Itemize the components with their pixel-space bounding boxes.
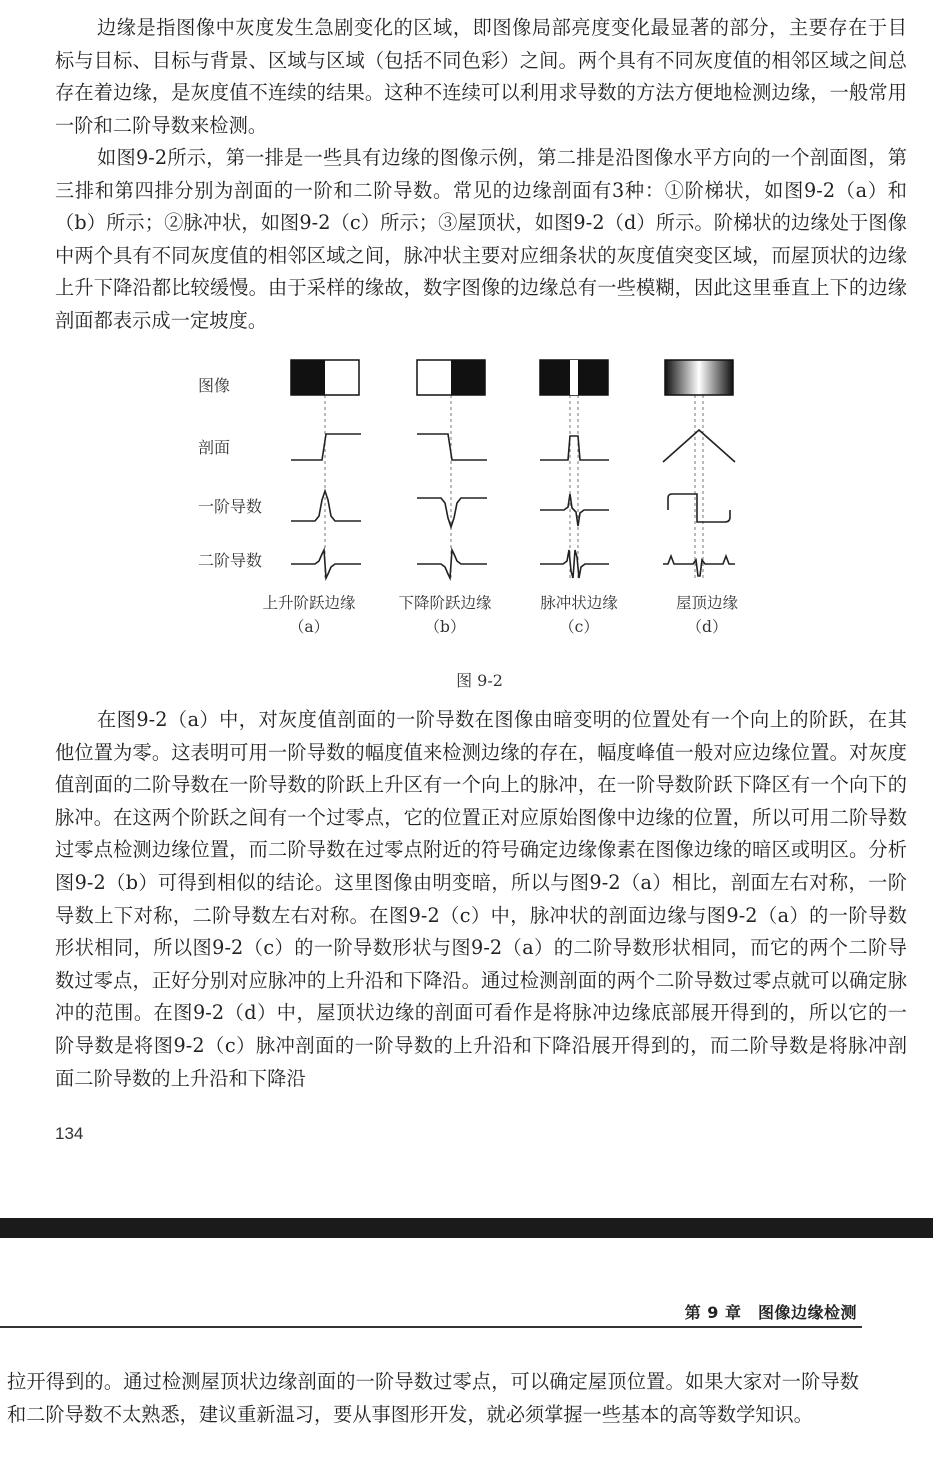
book-page-135 bbox=[0, 1238, 933, 1465]
column-b-falling-step bbox=[417, 360, 487, 578]
column-letter-b: （b） bbox=[424, 618, 466, 636]
figure-9-2 bbox=[185, 350, 765, 640]
chapter-running-header: 第 9 章 图像边缘检测 bbox=[684, 1303, 857, 1322]
column-name-a: 上升阶跃边缘 bbox=[262, 594, 356, 612]
column-name-b: 下降阶跃边缘 bbox=[398, 594, 492, 612]
row-label-image: 图像 bbox=[198, 376, 231, 395]
column-letter-a: （a） bbox=[288, 618, 330, 636]
body-paragraph-continued: 拉开得到的。通过检测屋顶状边缘剖面的一阶导数过零点，可以确定屋顶位置。如果大家对一阶导数和二阶导数不太熟悉，建议重新温习，要从事图形开发，就必须掌握一些基本的高等数学知识。 bbox=[7, 1370, 859, 1426]
body-paragraph-1: 边缘是指图像中灰度发生急剧变化的区域，即图像局部亮度变化最显著的部分，主要存在于目标与目标、目标与背景、区域与区域（包括不同色彩）之间。两个具有不同灰度值的相邻区域之间总存在着边缘，是灰度值不连续的结果。这种不连续可以利用求导数的方法方便地检测边缘，一般常用一阶和二阶导数来检测。 bbox=[55, 16, 907, 137]
row-label-profile: 剖面 bbox=[198, 438, 231, 457]
column-letter-d: （d） bbox=[686, 618, 728, 636]
image-c-bright-stripe bbox=[570, 360, 578, 395]
first-derivative-c bbox=[540, 494, 609, 526]
row-label-second-derivative: 二阶导数 bbox=[198, 551, 263, 570]
image-d bbox=[665, 360, 733, 395]
body-paragraph-2: 如图9-2所示，第一排是一些具有边缘的图像示例，第二排是沿图像水平方向的一个剖面图，第三排和第四排分别为剖面的一阶和二阶导数。常见的边缘剖面有3种：①阶梯状，如图9-2（a）和（b）所示；②脉冲状，如图9-2（c）所示；③屋顶状，如图9-2（d）所示。阶梯状的边缘处于图像中两个具有不同灰度值的相邻区域之间，脉冲状主要对应细条状的灰度值突变区域，而屋顶状的边缘上升下降沿都比较缓慢。由于采样的缘故，数字图像的边缘总有一些模糊，因此这里垂直上下的边缘剖面都表示成一定坡度。 bbox=[55, 146, 907, 332]
row-label-first-derivative: 一阶导数 bbox=[198, 497, 263, 516]
column-c-pulse bbox=[540, 360, 609, 578]
page-separator bbox=[0, 1218, 933, 1238]
first-derivative-b bbox=[417, 498, 487, 527]
column-letter-c: （c） bbox=[559, 618, 599, 636]
second-derivative-b bbox=[417, 550, 487, 578]
second-derivative-a bbox=[291, 550, 361, 578]
column-name-d: 屋顶边缘 bbox=[675, 594, 738, 612]
center-guides bbox=[325, 395, 703, 578]
profile-b bbox=[417, 434, 487, 460]
column-d-roof bbox=[663, 360, 735, 576]
second-derivative-c bbox=[540, 550, 609, 578]
column-name-c: 脉冲状边缘 bbox=[540, 594, 618, 612]
body-paragraph-3: 在图9-2（a）中，对灰度值剖面的一阶导数在图像由暗变明的位置处有一个向上的阶跃，在其他位置为零。这表明可用一阶导数的幅度值来检测边缘的存在，幅度峰值一般对应边缘位置。对灰度值剖面的二阶导数在一阶导数的阶跃上升区有一个向上的脉冲，在一阶导数阶跃下降区有一个向下的脉冲。在这两个阶跃之间有一个过零点，它的位置正对应原始图像中边缘的位置，所以可用二阶导数过零点检测边缘位置，而二阶导数在过零点附近的符号确定边缘像素在图像边缘的暗区或明区。分析图9-2（b）可得到相似的结论。这里图像由明变暗，所以与图9-2（a）相比，剖面左右对称，一阶导数上下对称，二阶导数左右对称。在图9-2（c）中，脉冲状的剖面边缘与图9-2（a）的一阶导数形状相同，所以图9-2（c）的一阶导数形状与图9-2（a）的二阶导数形状相同，而它的两个二阶导数过零点，正好分别对应脉冲的上升沿和下降沿。通过检测剖面的两个二阶导数过零点就可以确定脉冲的范围。在图9-2（d）中，屋顶状边缘的剖面可看作是将脉冲边缘底部展开得到的，所以它的一阶导数是将图9-2（c）脉冲剖面的一阶导数的上升沿和下降沿展开得到的，而二阶导数是将脉冲剖面二阶导数的上升沿和下降沿 bbox=[55, 708, 907, 1090]
first-derivative-a bbox=[291, 491, 361, 521]
image-b-dark-half bbox=[451, 360, 485, 395]
profile-a bbox=[291, 434, 361, 460]
second-derivative-d bbox=[663, 556, 735, 576]
column-a-rising-step bbox=[291, 360, 361, 578]
first-derivative-d bbox=[668, 494, 730, 522]
figure-caption: 图 9-2 bbox=[456, 671, 503, 690]
page-number: 134 bbox=[55, 1124, 84, 1143]
image-a-dark-half bbox=[291, 360, 325, 395]
profile-d bbox=[663, 430, 735, 462]
profile-c bbox=[540, 436, 609, 460]
header-rule bbox=[0, 1326, 862, 1328]
